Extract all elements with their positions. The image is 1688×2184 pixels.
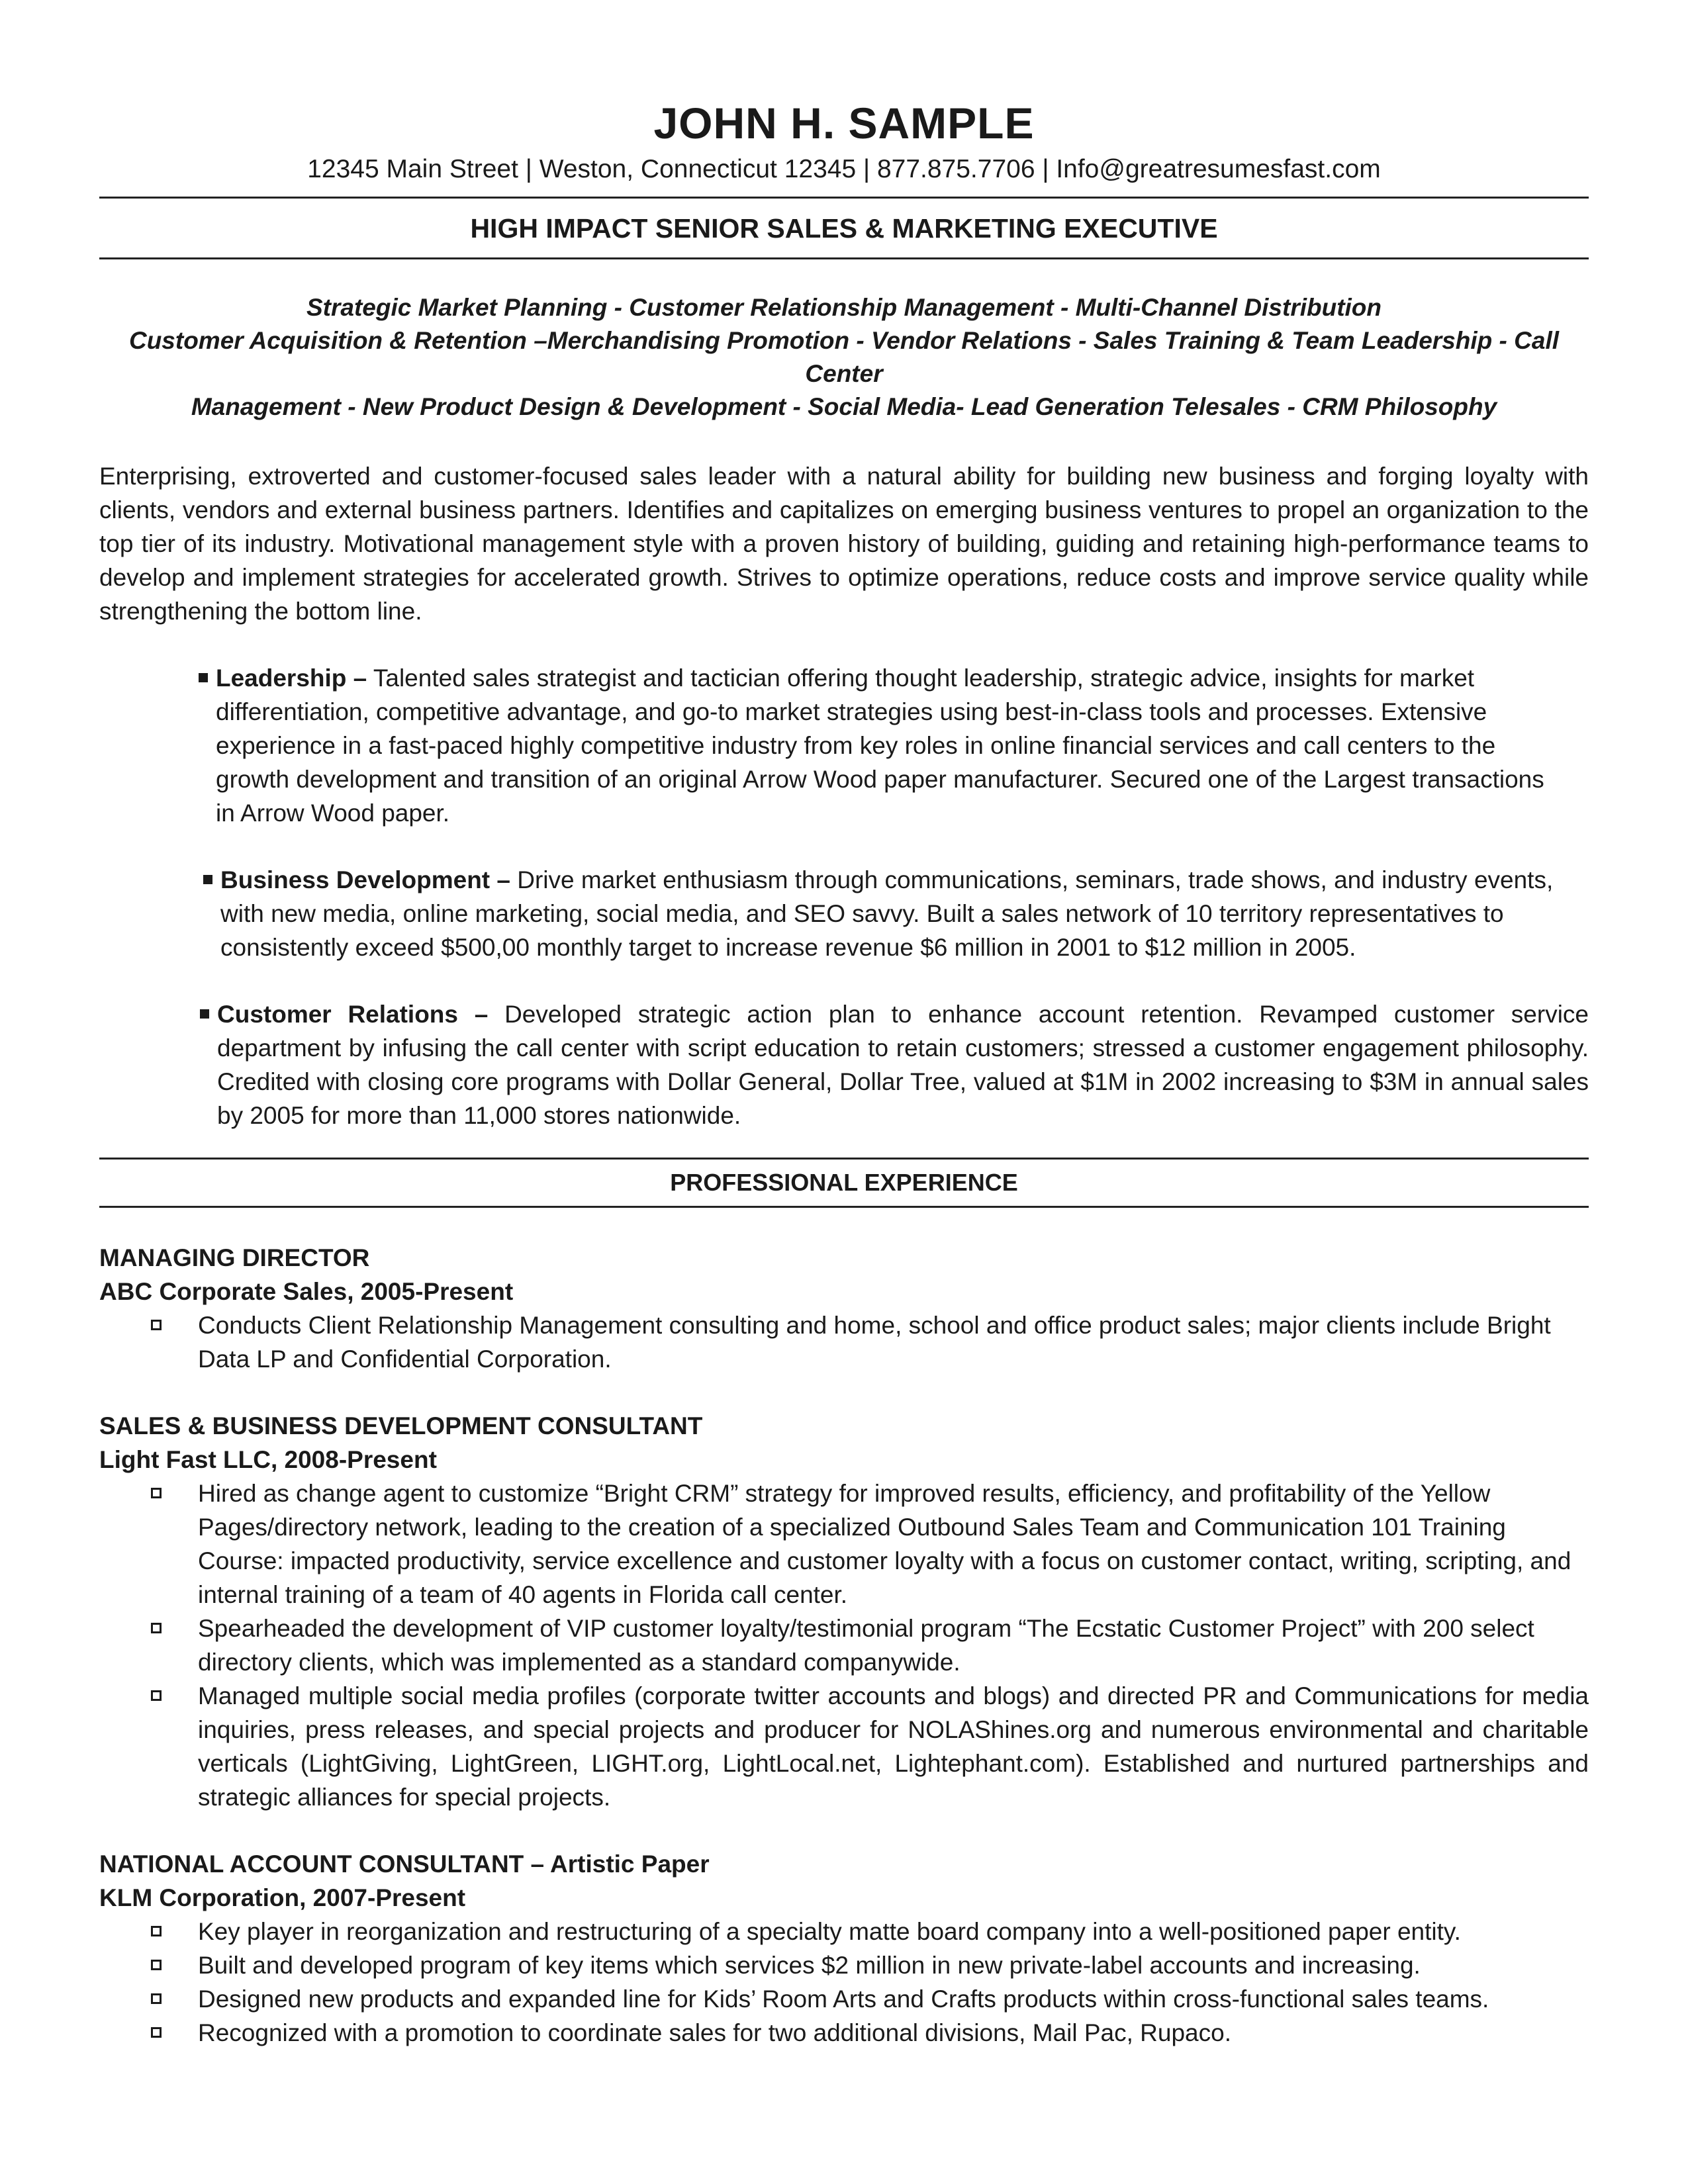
bullet-text: Managed multiple social media profiles (corporate twitter accounts and blogs) and directed PR and Communications for media inquiries, press releases, and special projects and producer for NOLAShines.org and numerous environmental and charitable verticals (LightGiving, LightGreen, LIGHT.org, LightLocal.net, Lightephant.com). Established and nurtured partnerships and strategic alliances for special projects. <box>198 1682 1589 1811</box>
job-title: NATIONAL ACCOUNT CONSULTANT – Artistic Paper <box>99 1850 710 1878</box>
bullet-text: Spearheaded the development of VIP customer loyalty/testimonial program “The Ecstatic Customer Project” with 200 select directory clients, which was implemented as a standard companywide. <box>198 1615 1534 1676</box>
highlight-item <box>203 863 1589 964</box>
highlight-label: Leadership – <box>216 664 367 692</box>
skills-line: Management - New Product Design & Development - Social Media- Lead Generation Telesales - CRM Philosophy <box>191 393 1497 421</box>
checkbox-bullet-icon <box>151 1320 162 1330</box>
highlight-label: Customer Relations – <box>217 1001 489 1028</box>
job-company: Light Fast LLC, 2008-Present <box>99 1446 437 1474</box>
square-bullet-icon <box>199 673 208 682</box>
section-title: PROFESSIONAL EXPERIENCE <box>670 1169 1018 1197</box>
highlight-body: Talented sales strategist and tactician offering thought leadership, strategic advice, insights for market differentiation, competitive advantage, and go-to market strategies using best-in-class tools and processes. Extensive experience in a fast-paced highly competitive industry from key roles in online financial services and call centers to the growth development and transition of an original Arrow Wood paper manufacturer. Secured one of the Largest transactions in Arrow Wood paper. <box>216 664 1544 827</box>
list-item <box>99 1308 1589 1376</box>
square-bullet-icon <box>200 1009 209 1019</box>
job-title: MANAGING DIRECTOR <box>99 1244 370 1272</box>
list-item <box>99 1612 1589 1679</box>
divider <box>99 257 1589 259</box>
bullet-text: Hired as change agent to customize “Bright CRM” strategy for improved results, efficiency, and profitability of the Yellow Pages/directory network, leading to the creation of a specialized Outbound Sales Team and Communication 101 Training Course: impacted productivity, service excellence and customer loyalty with a focus on customer contact, writing, scripting, and internal training of a team of 40 agents in Florida call center. <box>198 1480 1571 1609</box>
job-bullets <box>99 1915 1589 2050</box>
checkbox-bullet-icon <box>151 1690 162 1701</box>
job-entry <box>99 1847 1589 2050</box>
resume-page <box>99 99 1589 2050</box>
job-entry <box>99 1241 1589 1376</box>
divider <box>99 1206 1589 1208</box>
highlight-text <box>216 661 1559 830</box>
candidate-name: JOHN H. SAMPLE <box>653 99 1035 148</box>
highlight-body: Drive market enthusiasm through communications, seminars, trade shows, and industry events, with new media, online marketing, social media, and SEO savvy. Built a sales network of 10 territory representatives to consistently exceed $500,00 monthly target to increase revenue $6 million in 2001 to $12 million in 2005. <box>220 866 1554 962</box>
square-bullet-icon <box>203 875 212 884</box>
core-skills <box>99 291 1589 424</box>
job-bullets <box>99 1477 1589 1814</box>
bullet-text: Key player in reorganization and restructuring of a specialty matte board company into a well-positioned paper entity. <box>198 1918 1461 1946</box>
job-entry <box>99 1409 1589 1814</box>
highlight-body: Developed strategic action plan to enhance account retention. Revamped customer service department by infusing the call center with script education to retain customers; stressed a customer engagement philosophy. Credited with closing core programs with Dollar General, Dollar Tree, valued at $1M in 2002 increasing to $3M in annual sales by 2005 for more than 11,000 stores nationwide. <box>217 1001 1589 1130</box>
job-title: SALES & BUSINESS DEVELOPMENT CONSULTANT <box>99 1412 703 1440</box>
checkbox-bullet-icon <box>151 1960 162 1970</box>
bullet-text: Recognized with a promotion to coordinate sales for two additional divisions, Mail Pac, Rupaco. <box>198 2019 1231 2047</box>
highlight-item <box>200 997 1589 1132</box>
list-item <box>99 1477 1589 1612</box>
highlight-text <box>220 863 1589 964</box>
checkbox-bullet-icon <box>151 1926 162 1936</box>
checkbox-bullet-icon <box>151 2027 162 2038</box>
professional-summary: Enterprising, extroverted and customer-focused sales leader with a natural ability for building new business and forging loyalty with clients, vendors and external business partners. Identifies and capitalizes on emerging business ventures to propel an organization to the top tier of its industry. Motivational management style with a proven history of building, guiding and retaining high-performance teams to develop and implement strategies for accelerated growth. Strives to optimize operations, reduce costs and improve service quality while strengthening the bottom line. <box>99 463 1589 625</box>
list-item <box>99 1948 1589 1982</box>
bullet-text: Designed new products and expanded line for Kids’ Room Arts and Crafts products within cross-functional sales teams. <box>198 1985 1489 2013</box>
contact-line: 12345 Main Street | Weston, Connecticut 12345 | 877.875.7706 | Info@greatresumesfast.com <box>307 154 1381 183</box>
list-item <box>99 1982 1589 2016</box>
job-company: KLM Corporation, 2007-Present <box>99 1884 466 1912</box>
bullet-text: Conducts Client Relationship Management consulting and home, school and office product sales; major clients include Bright Data LP and Confidential Corporation. <box>198 1312 1551 1373</box>
highlight-item <box>199 661 1559 830</box>
job-bullets <box>99 1308 1589 1376</box>
highlight-label: Business Development – <box>220 866 510 894</box>
checkbox-bullet-icon <box>151 1993 162 2004</box>
highlight-text <box>217 997 1589 1132</box>
bullet-text: Built and developed program of key items which services $2 million in new private-label accounts and increasing. <box>198 1952 1421 1979</box>
skills-line: Strategic Market Planning - Customer Relationship Management - Multi-Channel Distribution <box>306 294 1382 322</box>
list-item <box>99 1915 1589 1948</box>
list-item <box>99 2016 1589 2050</box>
list-item <box>99 1679 1589 1814</box>
resume-headline: HIGH IMPACT SENIOR SALES & MARKETING EXECUTIVE <box>470 213 1218 244</box>
checkbox-bullet-icon <box>151 1488 162 1498</box>
checkbox-bullet-icon <box>151 1623 162 1633</box>
skills-line: Customer Acquisition & Retention –Merchandising Promotion - Vendor Relations - Sales Training & Team Leadership - Call Center <box>128 327 1560 388</box>
job-company: ABC Corporate Sales, 2005-Present <box>99 1278 514 1306</box>
